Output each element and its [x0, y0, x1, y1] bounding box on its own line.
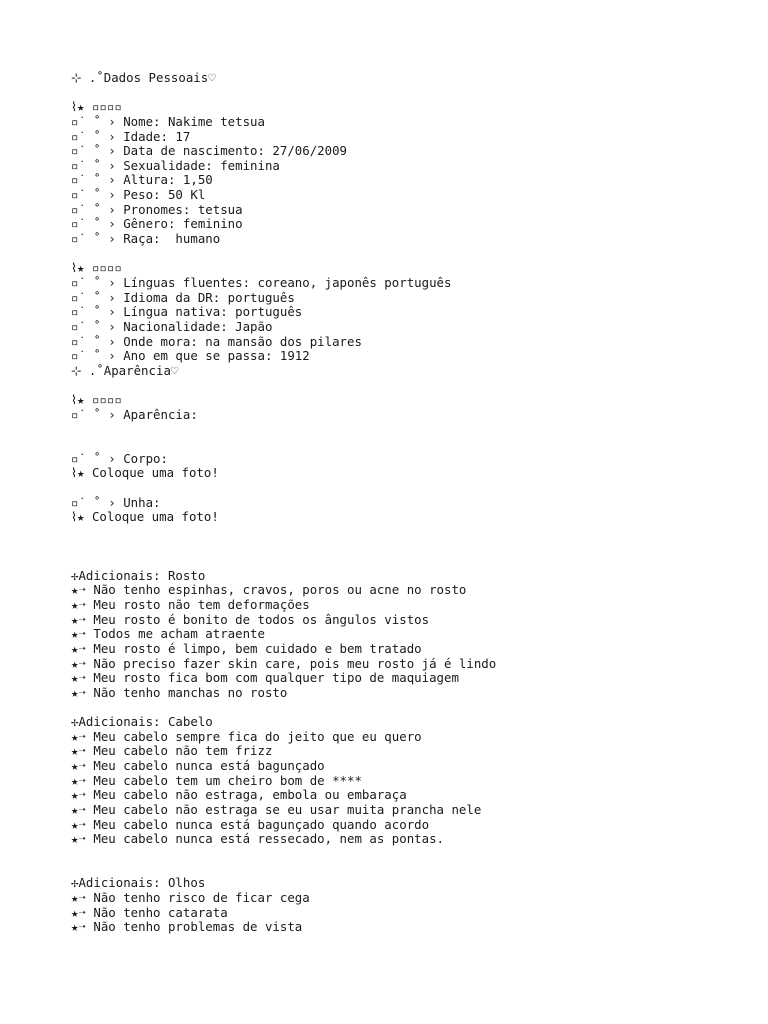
list-item: ★➝ Meu cabelo nunca está ressecado, nem as pontas.	[71, 831, 444, 847]
blank-line	[71, 422, 751, 437]
list-item: ★➝ Meu cabelo não tem frizz	[71, 743, 273, 759]
divider-line: ⌇★ ▫▫▫▫	[71, 260, 122, 276]
field-line: ▫˙ ˚ › Nome: Nakime tetsua	[71, 113, 265, 129]
list-item: ★➝ Meu rosto fica bom com qualquer tipo de maquiagem	[71, 670, 459, 686]
list-item: ★➝ Meu cabelo tem um cheiro bom de ****	[71, 772, 362, 788]
extras-heading: ✢Adicionais: Olhos	[71, 875, 206, 891]
list-item: ★➝ Meu cabelo não estraga, embola ou embaraça	[71, 787, 407, 803]
field-line: ▫˙ ˚ › Aparência:	[71, 406, 198, 422]
field-line: ▫˙ ˚ › Idade: 17	[71, 128, 191, 144]
list-item: ★➝ Meu rosto não tem deformações	[71, 597, 310, 613]
extras-heading: ✢Adicionais: Rosto	[71, 567, 206, 583]
list-item: ★➝ Meu cabelo nunca está bagunçado	[71, 758, 325, 774]
field-line: ▫˙ ˚ › Corpo:	[71, 450, 168, 466]
list-item: ★➝ Meu cabelo sempre fica do jeito que eu quero	[71, 728, 422, 744]
field-line: ▫˙ ˚ › Raça: humano	[71, 231, 221, 247]
field-line: ▫˙ ˚ › Idioma da DR: português	[71, 289, 295, 305]
list-item: ★➝ Não tenho risco de ficar cega	[71, 889, 310, 905]
list-item: ★➝ Meu cabelo não estraga se eu usar muita prancha nele	[71, 802, 482, 818]
blank-line	[71, 481, 751, 496]
document-body	[71, 71, 751, 935]
divider-line: ⌇★ ▫▫▫▫	[71, 392, 122, 408]
section-heading: ⊹ .˚Aparência♡	[71, 362, 179, 378]
blank-line	[71, 554, 751, 569]
list-item: ★➝ Não tenho espinhas, cravos, poros ou acne no rosto	[71, 582, 467, 598]
list-item: ★➝ Meu rosto é bonito de todos os ângulos vistos	[71, 611, 430, 627]
field-line: ▫˙ ˚ › Unha:	[71, 494, 161, 510]
list-item: ★➝ Todos me acham atraente	[71, 626, 265, 642]
field-line: ▫˙ ˚ › Línguas fluentes: coreano, japonês português	[71, 274, 452, 290]
blank-line	[71, 437, 751, 452]
field-line: ▫˙ ˚ › Onde mora: na mansão dos pilares	[71, 333, 362, 349]
blank-line	[71, 247, 751, 262]
field-line: ▫˙ ˚ › Nacionalidade: Japão	[71, 318, 273, 334]
section-heading: ⊹ .˚Dados Pessoais♡	[71, 70, 216, 85]
field-line: ▫˙ ˚ › Gênero: feminino	[71, 216, 243, 232]
blank-line	[71, 540, 751, 555]
list-item: ★➝ Meu cabelo nunca está bagunçado quando acordo	[71, 816, 430, 832]
extras-heading: ✢Adicionais: Cabelo	[71, 714, 213, 730]
field-line: ▫˙ ˚ › Língua nativa: português	[71, 304, 303, 320]
blank-line	[71, 86, 751, 101]
list-item: ★➝ Não tenho catarata	[71, 904, 228, 920]
list-item: ★➝ Não tenho manchas no rosto	[71, 684, 288, 700]
divider-line: ⌇★ Coloque uma foto!	[71, 465, 219, 481]
blank-line	[71, 378, 751, 393]
list-item: ★➝ Não tenho problemas de vista	[71, 919, 303, 935]
field-line: ▫˙ ˚ › Altura: 1,50	[71, 172, 213, 188]
blank-line	[71, 525, 751, 540]
list-item: ★➝ Meu rosto é limpo, bem cuidado e bem tratado	[71, 640, 422, 656]
list-item: ★➝ Não preciso fazer skin care, pois meu rosto já é lindo	[71, 655, 497, 671]
blank-line	[71, 701, 751, 716]
blank-line	[71, 847, 751, 862]
field-line: ▫˙ ˚ › Data de nascimento: 27/06/2009	[71, 143, 348, 159]
field-line: ▫˙ ˚ › Peso: 50 Kl	[71, 187, 206, 203]
field-line: ▫˙ ˚ › Ano em que se passa: 1912	[71, 348, 310, 364]
divider-line: ⌇★ Coloque uma foto!	[71, 509, 219, 525]
field-line: ▫˙ ˚ › Sexualidade: feminina	[71, 157, 280, 173]
field-line: ▫˙ ˚ › Pronomes: tetsua	[71, 201, 243, 217]
blank-line	[71, 862, 751, 877]
divider-line: ⌇★ ▫▫▫▫	[71, 99, 122, 115]
